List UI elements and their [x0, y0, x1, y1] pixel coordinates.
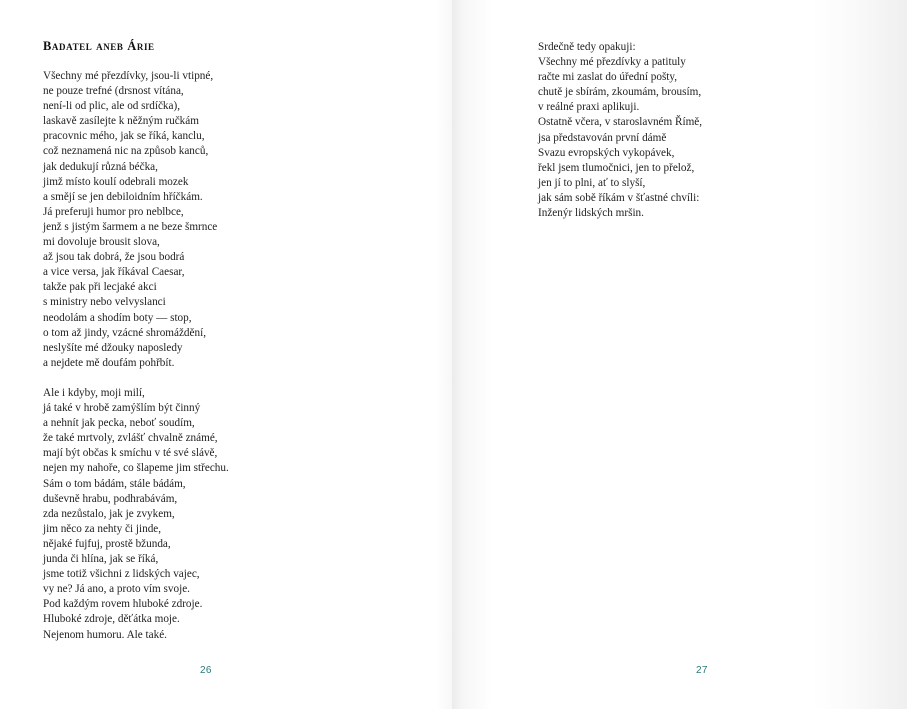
- verse-line: Nejenom humoru. Ale také.: [43, 628, 167, 641]
- verse-line: Ale i kdyby, moji milí,: [43, 387, 145, 399]
- verse-line: Svazu evropských vykopávek,: [538, 146, 675, 159]
- verse-line: neodolám a shodím boty — stop,: [43, 311, 192, 324]
- verse-line: jsme totiž všichni z lidských vajec,: [43, 568, 200, 581]
- verse-line: jenž s jistým šarmem a ne beze šmrnce: [43, 220, 218, 233]
- poem-title: Badatel aneb Árie: [43, 39, 155, 53]
- verse-line: jak sám sobě říkám v šťastné chvíli:: [538, 191, 700, 204]
- verse-line: jen jí to plni, ať to slyší,: [538, 176, 646, 189]
- verse-line: o tom až jindy, vzácné shromáždění,: [43, 326, 206, 339]
- verse-line: v reálné praxi aplikuji.: [538, 101, 640, 114]
- verse-line: zda nezůstalo, jak je zvykem,: [43, 507, 175, 520]
- verse-line: neslyšíte mé džouky naposledy: [43, 341, 183, 354]
- verse-line: Ostatně včera, v staroslavném Římě,: [538, 116, 703, 129]
- verse-line: s ministry nebo velvyslanci: [43, 296, 166, 309]
- verse-line: já také v hrobě zamýšlím být činný: [43, 402, 201, 415]
- verse-line: Pod každým rovem hluboké zdroje.: [43, 598, 203, 611]
- verse-line: a smějí se jen debiloidním hříčkám.: [43, 190, 203, 203]
- verse-line: že také mrtvoly, zvlášť chvalně známé,: [43, 432, 218, 445]
- verse-line: Já preferuji humor pro neblbce,: [43, 205, 184, 218]
- verse-line: duševně hrabu, podhrabávám,: [43, 492, 178, 505]
- verse-line: nějaké fujfuj, prostě bžunda,: [43, 537, 171, 550]
- verse-line: jsa představován první dámě: [538, 131, 667, 144]
- stanza: [538, 40, 702, 221]
- verse-line: račte mi zaslat do úřední pošty,: [538, 71, 678, 84]
- verse-line: jim něco za nehty či jinde,: [43, 522, 162, 535]
- verse-line: mi dovoluje brousit slova,: [43, 236, 160, 249]
- right-page: [452, 0, 907, 709]
- verse-line: což neznamená nic na způsob kanců,: [43, 145, 209, 158]
- verse-line: řekl jsem tlumočnici, jen to přelož,: [538, 161, 695, 174]
- verse-line: laskavě zasílejte k něžným ručkám: [43, 115, 199, 128]
- verse-line: jak dedukují různá béčka,: [43, 160, 158, 173]
- verse-line: a vice versa, jak říkával Caesar,: [43, 266, 185, 279]
- verse-line: vy ne? Já ano, a proto vím svoje.: [43, 583, 190, 596]
- verse-line: Srdečně tedy opakuji:: [538, 41, 636, 53]
- verse-line: Sám o tom bádám, stále bádám,: [43, 477, 186, 490]
- verse-line: a nejdete mě doufám pohřbít.: [43, 356, 175, 369]
- verse-line: jimž místo koulí odebrali mozek: [43, 175, 189, 188]
- verse-line: Inženýr lidských mršin.: [538, 207, 644, 220]
- page-number: 27: [696, 665, 708, 676]
- verse-line: mají být občas k smíchu v té své slávě,: [43, 447, 218, 460]
- left-page: [0, 0, 452, 709]
- verse-line: nejen my nahoře, co šlapeme jim střechu.: [43, 462, 229, 475]
- verse-line: junda či hlína, jak se říká,: [43, 553, 159, 566]
- verse-line: ne pouze trefné (drsnost vítána,: [43, 85, 184, 98]
- verse-line: chutě je sbírám, zkoumám, brousím,: [538, 86, 702, 99]
- verse-line: Všechny mé přezdívky, jsou-li vtipné,: [43, 70, 214, 82]
- verse-line: Všechny mé přezdívky a patituly: [538, 56, 686, 69]
- verse-line: a nehnít jak pecka, neboť soudím,: [43, 417, 195, 430]
- verse-line: pracovnic mého, jak se říká, kanclu,: [43, 130, 205, 143]
- stanza: [43, 69, 217, 371]
- verse-line: Hluboké zdroje, děťátka moje.: [43, 613, 180, 626]
- page-number: 26: [200, 665, 212, 676]
- verse-line: takže pak při lecjaké akci: [43, 281, 157, 294]
- stanza: [43, 386, 229, 643]
- verse-line: až jsou tak dobrá, že jsou bodrá: [43, 251, 185, 264]
- gutter-shadow: [436, 0, 452, 709]
- verse-line: není-li od plic, ale od srdíčka),: [43, 100, 181, 113]
